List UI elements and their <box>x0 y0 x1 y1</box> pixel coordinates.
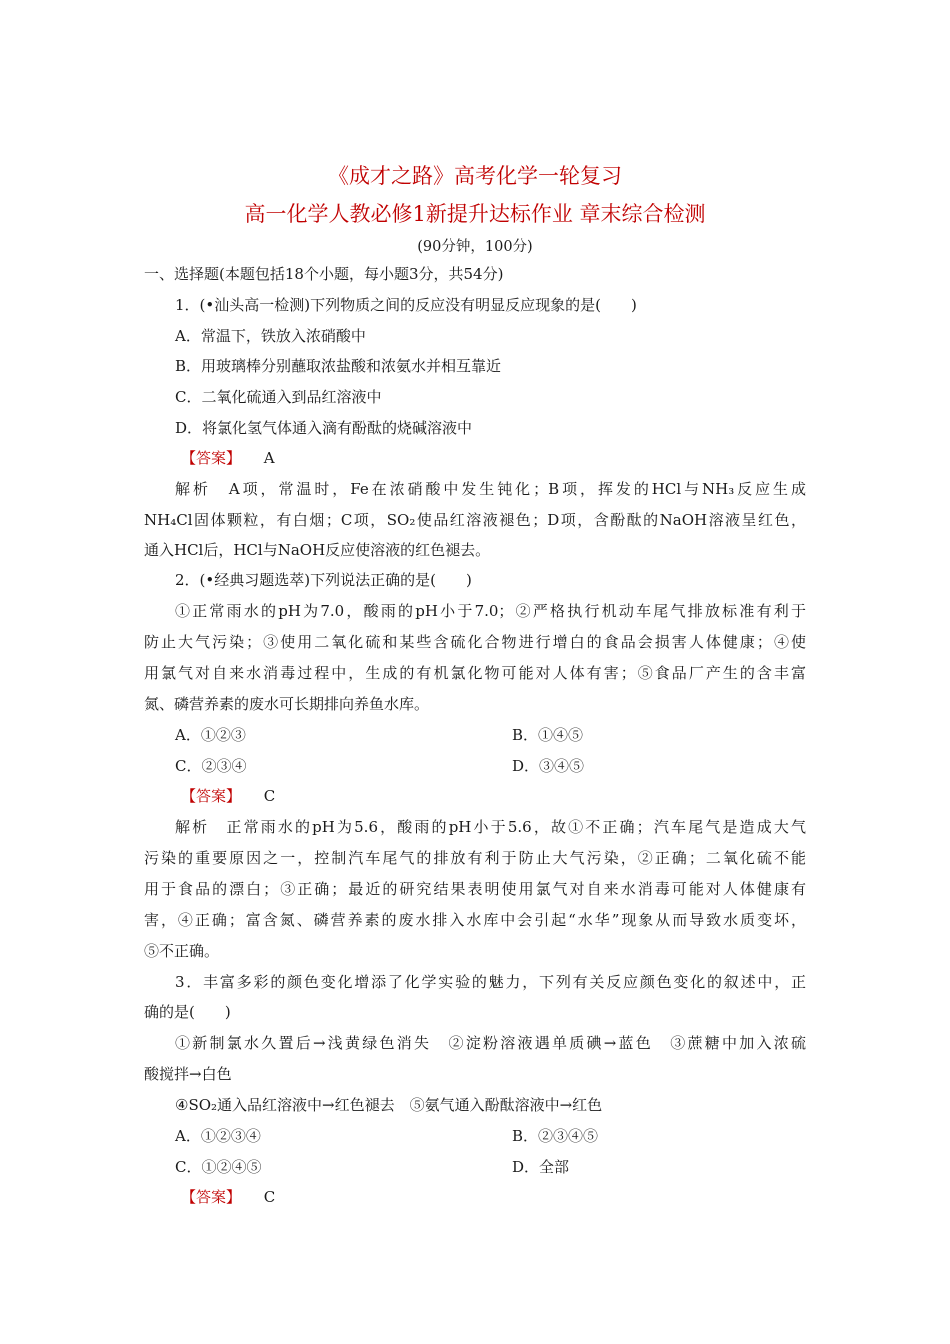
q2-explanation-line: 用于食品的漂白；③正确；最近的研究结果表明使用氯气对自来水消毒可能对人体健康有 <box>144 880 806 898</box>
q3-body-line: 酸搅拌→白色 <box>144 1065 232 1083</box>
q1-explanation-line: 解析 A项，常温时，Fe在浓硝酸中发生钝化；B项，挥发的HCl与NH₃反应生成 <box>175 480 806 498</box>
q3-option-b: B．②③④⑤ <box>512 1127 599 1145</box>
answer-tag: 【答案】 <box>181 787 242 805</box>
q2-option-a: A．①②③ <box>175 726 246 744</box>
q2-body-line: 氮、磷营养素的废水可长期排向养鱼水库。 <box>144 695 430 713</box>
q3-option-d: D．全部 <box>512 1158 570 1176</box>
q3-body-line: ④SO₂通入品红溶液中→红色褪去 ⑤氨气通入酚酞溶液中→红色 <box>175 1096 603 1114</box>
q2-body-line: ①正常雨水的pH为7.0，酸雨的pH小于7.0；②严格执行机动车尾气排放标准有利于 <box>175 602 806 620</box>
q1-option-a: A．常温下，铁放入浓硝酸中 <box>175 327 366 345</box>
q1-option-d: D．将氯化氢气体通入滴有酚酞的烧碱溶液中 <box>175 419 473 437</box>
q3-stem: 确的是( ) <box>144 1003 231 1021</box>
q1-answer <box>181 448 275 468</box>
q3-option-a: A．①②③④ <box>175 1127 261 1145</box>
q1-option-b: B．用玻璃棒分别蘸取浓盐酸和浓氨水并相互靠近 <box>175 357 502 375</box>
answer-value: C <box>263 1188 276 1206</box>
answer-tag: 【答案】 <box>181 1188 242 1206</box>
q2-option-c: C．②③④ <box>175 757 247 775</box>
q2-answer <box>181 786 275 806</box>
q1-explanation-line: NH₄Cl固体颗粒，有白烟；C项，SO₂使品红溶液褪色；D项，含酚酞的NaOH溶液呈红色， <box>144 511 806 529</box>
doc-title: 《成才之路》高考化学一轮复习 <box>328 164 622 188</box>
q2-explanation-line: 污染的重要原因之一，控制汽车尾气的排放有利于防止大气污染，②正确；二氧化硫不能 <box>144 849 806 867</box>
q2-body-line: 用氯气对自来水消毒过程中，生成的有机氯化物可能对人体有害；⑤食品厂产生的含丰富 <box>144 664 806 682</box>
q2-body-line: 防止大气污染；③使用二氧化硫和某些含硫化合物进行增白的食品会损害人体健康；④使 <box>144 633 806 651</box>
q2-explanation-line: ⑤不正确。 <box>144 942 220 960</box>
q2-explanation-line: 害，④正确；富含氮、磷营养素的废水排入水库中会引起“水华”现象从而导致水质变坏， <box>144 911 806 929</box>
q1-option-c: C．二氧化硫通入到品红溶液中 <box>175 388 382 406</box>
q2-explanation-line: 解析 正常雨水的pH为5.6，酸雨的pH小于5.6，故①不正确；汽车尾气是造成大气 <box>175 818 806 836</box>
answer-value: A <box>263 449 275 467</box>
q2-stem: 2．(•经典习题选萃)下列说法正确的是( ) <box>175 571 472 589</box>
q3-option-c: C．①②④⑤ <box>175 1158 262 1176</box>
q1-explanation-line: 通入HCl后，HCl与NaOH反应使溶液的红色褪去。 <box>144 541 491 559</box>
doc-subtitle: 高一化学人教必修1新提升达标作业 章末综合检测 <box>244 202 706 226</box>
section-heading: 一、选择题(本题包括18个小题，每小题3分，共54分) <box>144 265 504 283</box>
answer-value: C <box>263 787 276 805</box>
time-score: (90分钟，100分) <box>417 239 533 255</box>
q2-option-d: D．③④⑤ <box>512 757 585 775</box>
q1-stem: 1．(•汕头高一检测)下列物质之间的反应没有明显反应现象的是( ) <box>175 296 637 314</box>
q2-option-b: B．①④⑤ <box>512 726 584 744</box>
answer-tag: 【答案】 <box>181 449 242 467</box>
q3-body-line: ①新制氯水久置后→浅黄绿色消失 ②淀粉溶液遇单质碘→蓝色 ③蔗糖中加入浓硫 <box>175 1034 806 1052</box>
q3-stem: 3．丰富多彩的颜色变化增添了化学实验的魅力，下列有关反应颜色变化的叙述中，正 <box>175 973 806 991</box>
q3-answer <box>181 1187 275 1207</box>
